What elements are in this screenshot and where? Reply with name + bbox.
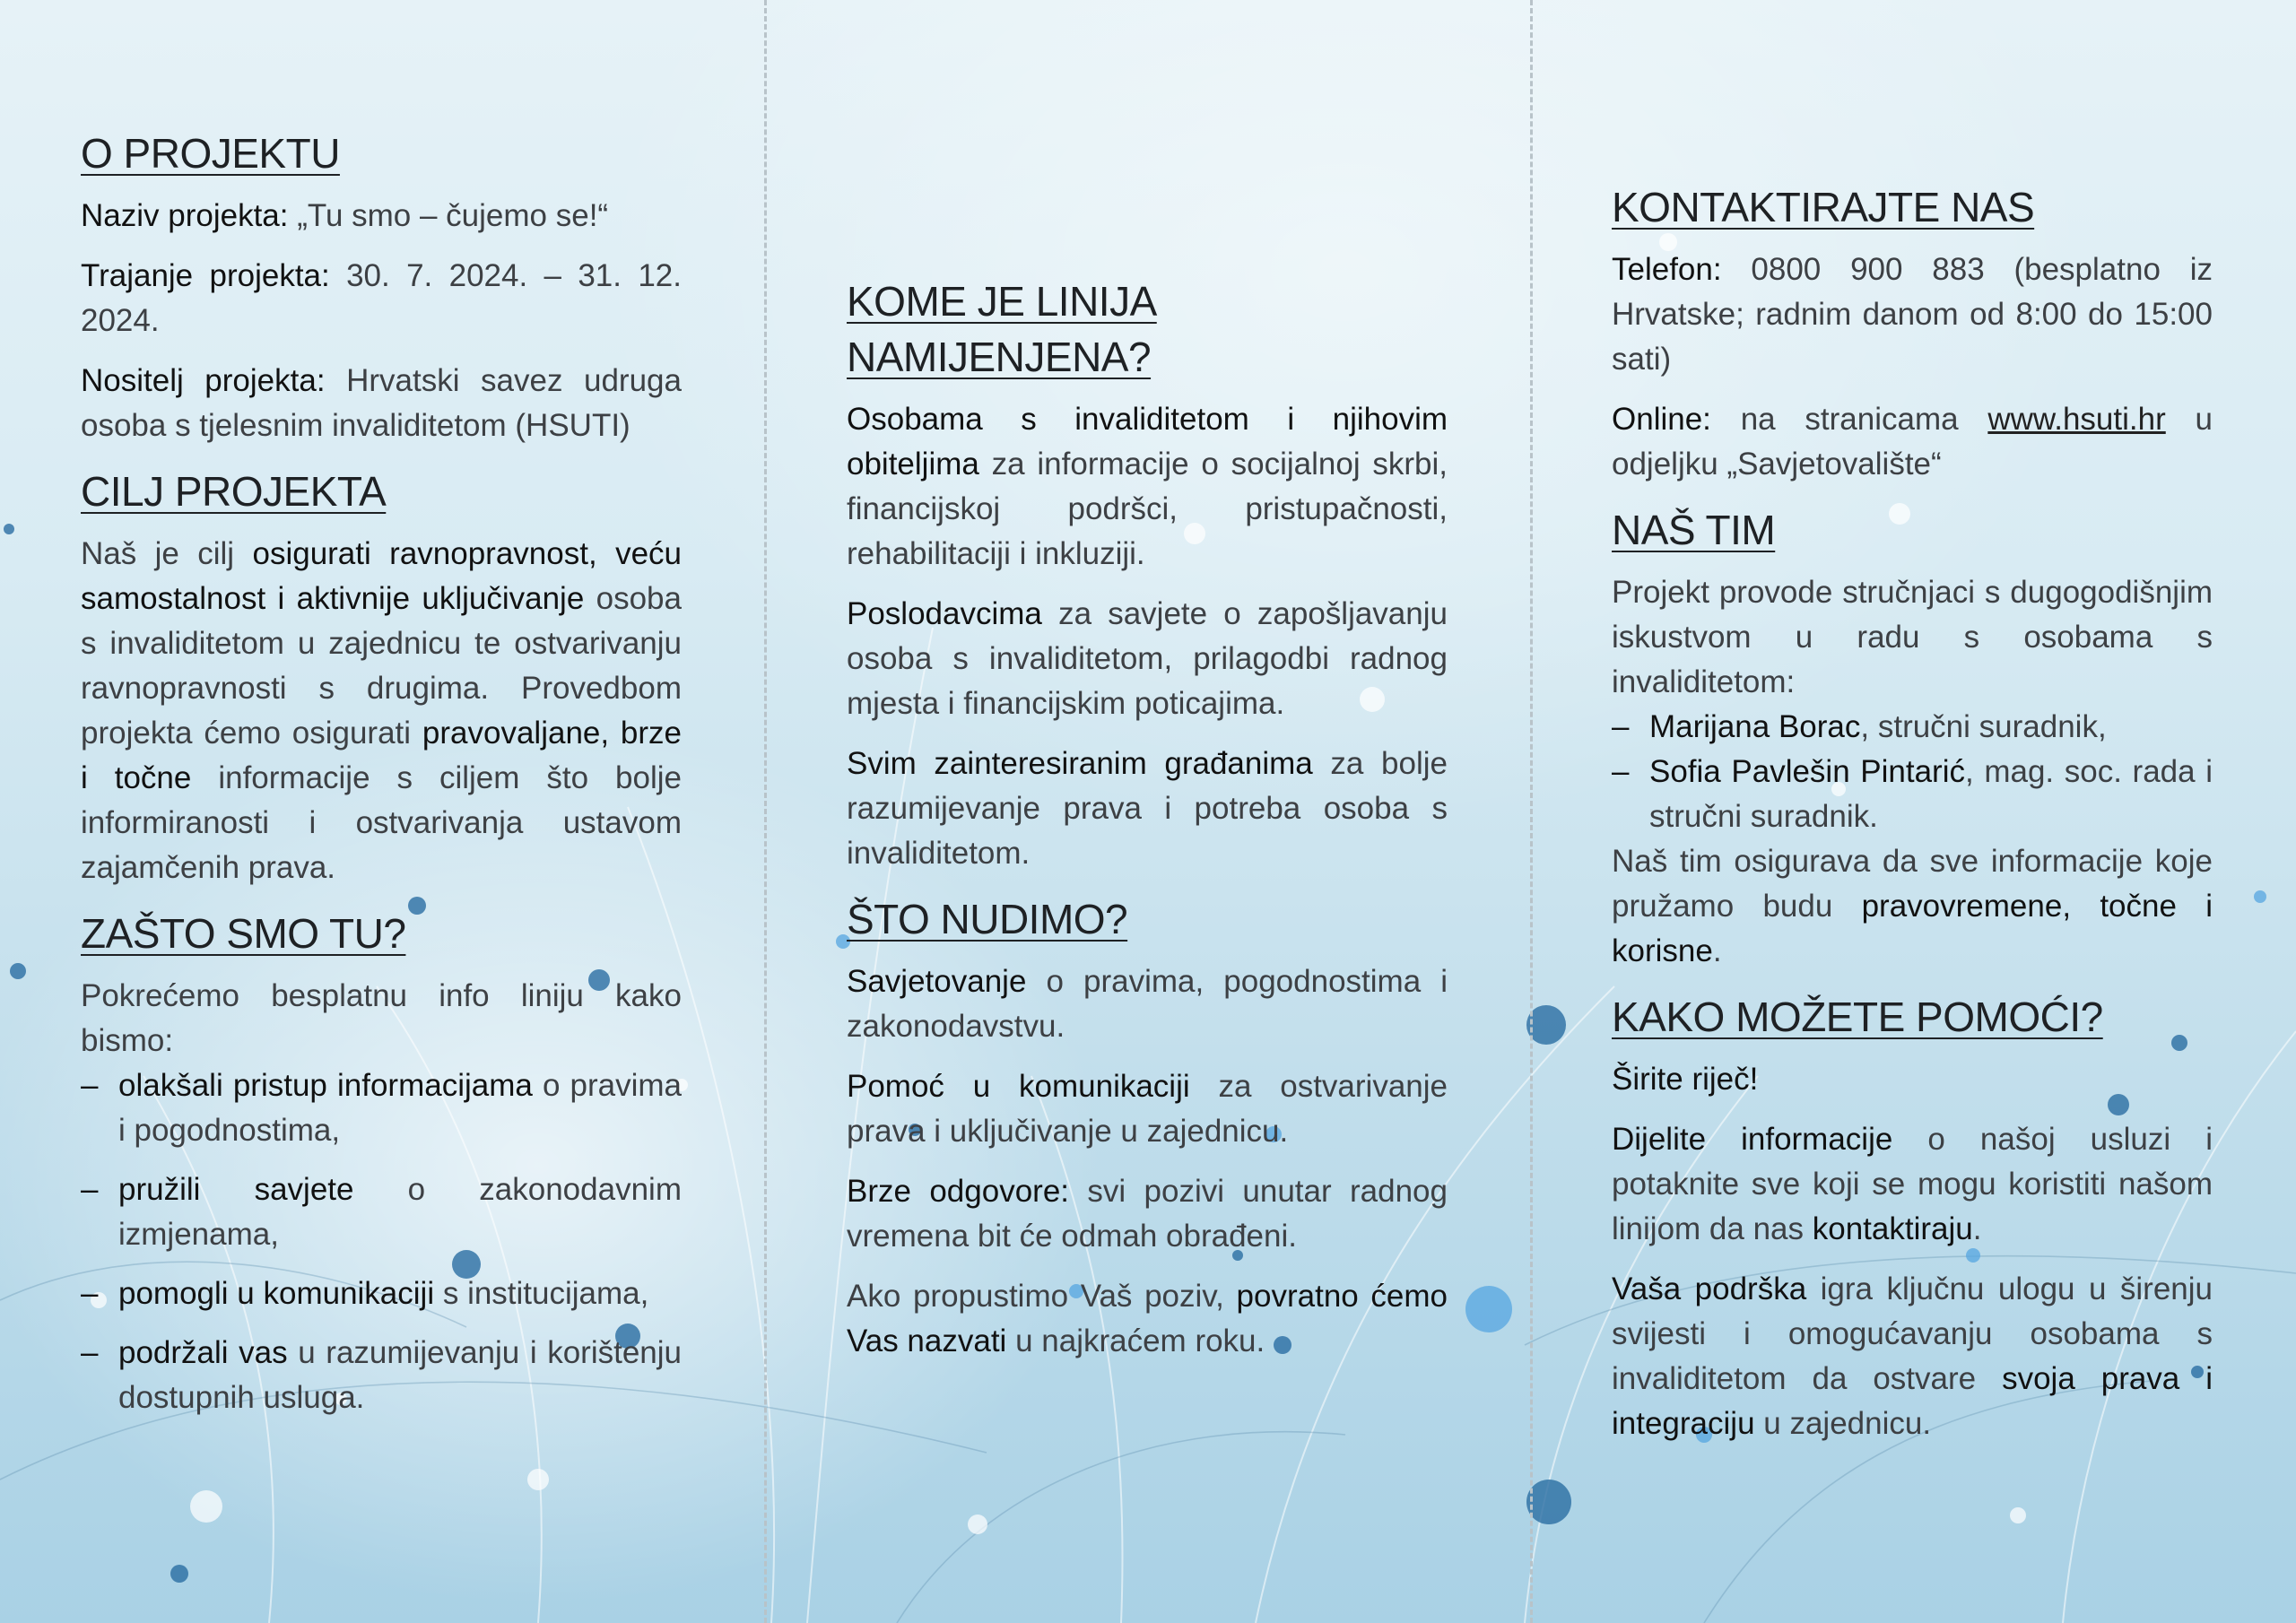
section-title-about: O PROJEKTU	[81, 130, 340, 177]
team-note: Naš tim osigurava da sve informacije koje pružamo budu pravovremene, točne i korisne.	[1612, 844, 2213, 968]
section-title-why: ZAŠTO SMO TU?	[81, 910, 406, 957]
project-holder: Nositelj projekta: Hrvatski savez udruga osoba s tjelesnim invaliditetom (HSUTI)	[81, 363, 682, 443]
help-support: Vaša podrška igra ključnu ulogu u širenju svijesti i omogućavanju osobama s invaliditetom da ostvare svoja prava i integraciju u zajednicu.	[1612, 1271, 2213, 1441]
why-list	[81, 1063, 682, 1420]
list-item: – pružili savjete o zakonodavnim izmjenama,	[81, 1167, 682, 1257]
who-item: Osobama s invaliditetom i njihovim obiteljima za informacije o socijalnoj skrbi, financijskoj podršci, pristupačnosti, rehabilitaciji i inkluziji.	[847, 402, 1448, 571]
project-duration: Trajanje projekta: 30. 7. 2024. – 31. 12. 2024.	[81, 258, 682, 338]
callback-note: Ako propustimo Vaš poziv, povratno ćemo Vas nazvati u najkraćem roku.	[847, 1279, 1448, 1358]
section-title-team: NAŠ TIM	[1612, 507, 1776, 553]
offer-item: Savjetovanje o pravima, pogodnostima i zakonodavstvu.	[847, 964, 1448, 1044]
list-item: – Sofia Pavlešin Pintarić, mag. soc. rada i stručni suradnik.	[1612, 750, 2213, 839]
section-title-help: KAKO MOŽETE POMOĆI?	[1612, 994, 2103, 1040]
goal-text: Naš je cilj osigurati ravnopravnost, veću samostalnost i aktivnije uključivanje osoba s invaliditetom u zajednicu te ostvarivanju ravnopravnosti s drugima. Provedbom projekta ćemo osigurati pravovaljane, brze i točne informacije s ciljem što bolje informiranosti i ostvarivanja ustavom zajamčenih prava.	[81, 536, 683, 885]
column-contact	[1612, 179, 2213, 1462]
section-title-offer: ŠTO NUDIMO?	[847, 896, 1128, 942]
who-item: Poslodavcima za savjete o zapošljavanju osoba s invaliditetom, prilagodbi radnog mjesta i financijskim poticajima.	[847, 596, 1448, 721]
contact-online: Online: na stranicama www.hsuti.hr u odjeljku „Savjetovalište“	[1612, 402, 2213, 482]
who-item: Svim zainteresiranim građanima za bolje razumijevanje prava i potreba osoba s invaliditetom.	[847, 746, 1448, 871]
why-intro: Pokrećemo besplatnu info liniju kako bismo:	[81, 978, 682, 1058]
list-item: – olakšali pristup informacijama o pravima i pogodnostima,	[81, 1063, 682, 1153]
column-audience	[847, 273, 1448, 1379]
section-title-who: KOME JE LINIJA NAMIJENJENA?	[847, 278, 1157, 380]
section-title-goal: CILJ PROJEKTA	[81, 468, 387, 515]
website-link[interactable]: www.hsuti.hr	[1987, 402, 2166, 437]
column-about	[81, 126, 682, 1436]
fold-line-left	[764, 0, 767, 1623]
fold-line-right	[1530, 0, 1533, 1623]
list-item: – Marijana Borac, stručni suradnik,	[1612, 705, 2213, 750]
team-list	[1612, 705, 2213, 839]
offer-item: Pomoć u komunikaciji za ostvarivanje prava i uključivanje u zajednicu.	[847, 1069, 1448, 1149]
list-item: – podržali vas u razumijevanju i korištenju dostupnih usluga.	[81, 1331, 682, 1420]
project-name: Naziv projekta: „Tu smo – čujemo se!“	[81, 198, 609, 233]
help-lead: Širite riječ!	[1612, 1062, 1759, 1097]
team-intro: Projekt provode stručnjaci s dugogodišnjim iskustvom u radu s osobama s invaliditetom:	[1612, 575, 2213, 699]
section-title-contact: KONTAKTIRAJTE NAS	[1612, 184, 2035, 230]
offer-item: Brze odgovore: svi pozivi unutar radnog vremena bit će odmah obrađeni.	[847, 1174, 1448, 1254]
help-share: Dijelite informacije o našoj usluzi i potaknite sve koji se mogu koristiti našom linijom da nas kontaktiraju.	[1612, 1122, 2213, 1246]
list-item: – pomogli u komunikaciji s institucijama,	[81, 1271, 682, 1316]
contact-phone: Telefon: 0800 900 883 (besplatno iz Hrvatske; radnim danom od 8:00 do 15:00 sati)	[1612, 252, 2213, 377]
